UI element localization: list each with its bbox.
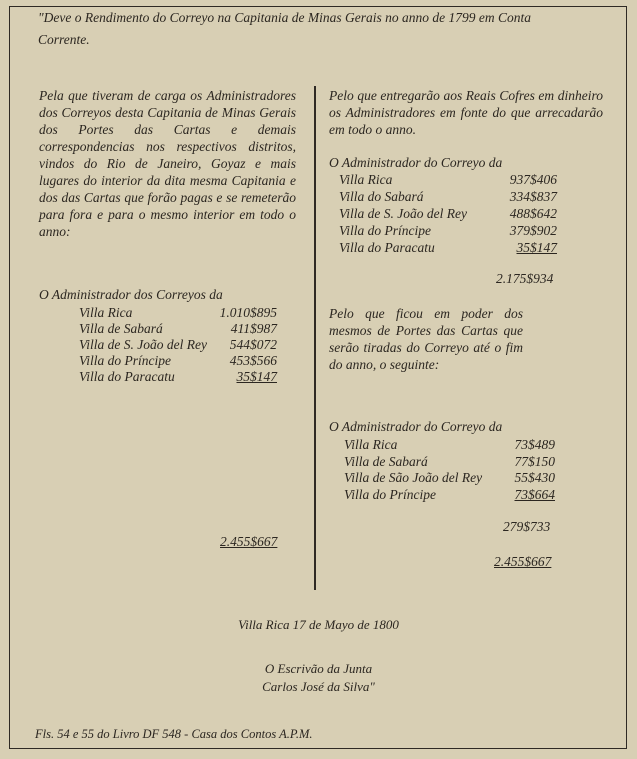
list-item-value: 35$147 bbox=[516, 240, 557, 255]
list-item bbox=[339, 222, 557, 239]
right-subtotal: 279$733 bbox=[503, 519, 551, 534]
list-item-value: 453$566 bbox=[229, 353, 277, 368]
list-item-name: Villa de Sabará bbox=[344, 454, 428, 469]
left-paragraph: Pela que tiveram de carga os Administradores dos Correyos desta Capitania de Minas Gerais dos Portes das Cartas e demais correspondencias nos respectivos distritos, vindos do Rio de Janeiro, Goyaz e mais lugares do interior da dita mesma Capitania e dos das Cartas que forão pagas e se remeterão para fora e para o mesmo interior em todo o anno: bbox=[39, 88, 296, 239]
signature-name: Carlos José da Silva" bbox=[262, 679, 375, 694]
right-paragraph: Pelo que entregarão aos Reais Cofres em dinheiro os Administradores em fonte do que arrecadarão em todo o anno. bbox=[329, 88, 603, 137]
list-item bbox=[79, 304, 277, 321]
list-item bbox=[339, 171, 557, 188]
list-item-value: 35$147 bbox=[236, 369, 277, 384]
list-item bbox=[344, 453, 555, 470]
list-item-value: 379$902 bbox=[509, 223, 557, 238]
list-item-name: Villa do Príncipe bbox=[339, 223, 431, 238]
list-item-value: 544$072 bbox=[229, 337, 277, 352]
list-item-name: Villa do Paracatu bbox=[79, 369, 175, 384]
list-item bbox=[344, 486, 555, 503]
list-item-name: Villa do Príncipe bbox=[344, 487, 436, 502]
list-item-name: Villa do Paracatu bbox=[339, 240, 435, 255]
list-item-value: 937$406 bbox=[509, 172, 557, 187]
left-total: 2.455$667 bbox=[220, 534, 278, 549]
date-line: Villa Rica 17 de Mayo de 1800 bbox=[238, 617, 399, 632]
list-item-value: 73$664 bbox=[514, 487, 555, 502]
list-item bbox=[79, 320, 277, 337]
list-item bbox=[344, 469, 555, 486]
list-item bbox=[339, 239, 557, 256]
list-item bbox=[79, 352, 277, 369]
right-grand-total: 2.455$667 bbox=[494, 554, 552, 569]
document-title: "Deve o Rendimento do Correyo na Capitania de Minas Gerais no anno de 1799 em Conta bbox=[38, 10, 531, 25]
list-item-value: 55$430 bbox=[514, 470, 555, 485]
list-item bbox=[339, 188, 557, 205]
list-item-value: 77$150 bbox=[514, 454, 555, 469]
list-item bbox=[79, 368, 277, 385]
list-item bbox=[79, 336, 277, 353]
list-item-name: Villa de S. João del Rey bbox=[79, 337, 207, 352]
list-item-value: 488$642 bbox=[509, 206, 557, 221]
list-item-name: Villa do Sabará bbox=[339, 189, 424, 204]
left-list-header: O Administrador dos Correyos da bbox=[39, 287, 223, 302]
list-item-value: 73$489 bbox=[514, 437, 555, 452]
list-item bbox=[344, 436, 555, 453]
right-total: 2.175$934 bbox=[496, 271, 554, 286]
list-item-name: Villa de São João del Rey bbox=[344, 470, 483, 485]
column-divider bbox=[314, 86, 316, 590]
right-list2-header: O Administrador do Correyo da bbox=[329, 419, 503, 434]
list-item-name: Villa Rica bbox=[79, 305, 133, 320]
list-item bbox=[339, 205, 557, 222]
list-item-value: 334$837 bbox=[509, 189, 557, 204]
right-list-header: O Administrador do Correyo da bbox=[329, 155, 503, 170]
list-item-name: Villa Rica bbox=[339, 172, 393, 187]
list-item-value: 1.010$895 bbox=[219, 305, 277, 320]
list-item-name: Villa de Sabará bbox=[79, 321, 163, 336]
list-item-value: 411$987 bbox=[230, 321, 277, 336]
list-item-name: Villa de S. João del Rey bbox=[339, 206, 467, 221]
signature-role: O Escrivão da Junta bbox=[264, 661, 373, 676]
footer-source: Fls. 54 e 55 do Livro DF 548 - Casa dos Contos A.P.M. bbox=[35, 727, 313, 741]
right-paragraph-2: Pelo que ficou em poder dos mesmos de Portes das Cartas que serão tiradas do Correyo até o fim do anno, o seguinte: bbox=[329, 306, 523, 372]
document-title-continued: Corrente. bbox=[38, 32, 90, 47]
list-item-name: Villa Rica bbox=[344, 437, 398, 452]
list-item-name: Villa do Príncipe bbox=[79, 353, 171, 368]
